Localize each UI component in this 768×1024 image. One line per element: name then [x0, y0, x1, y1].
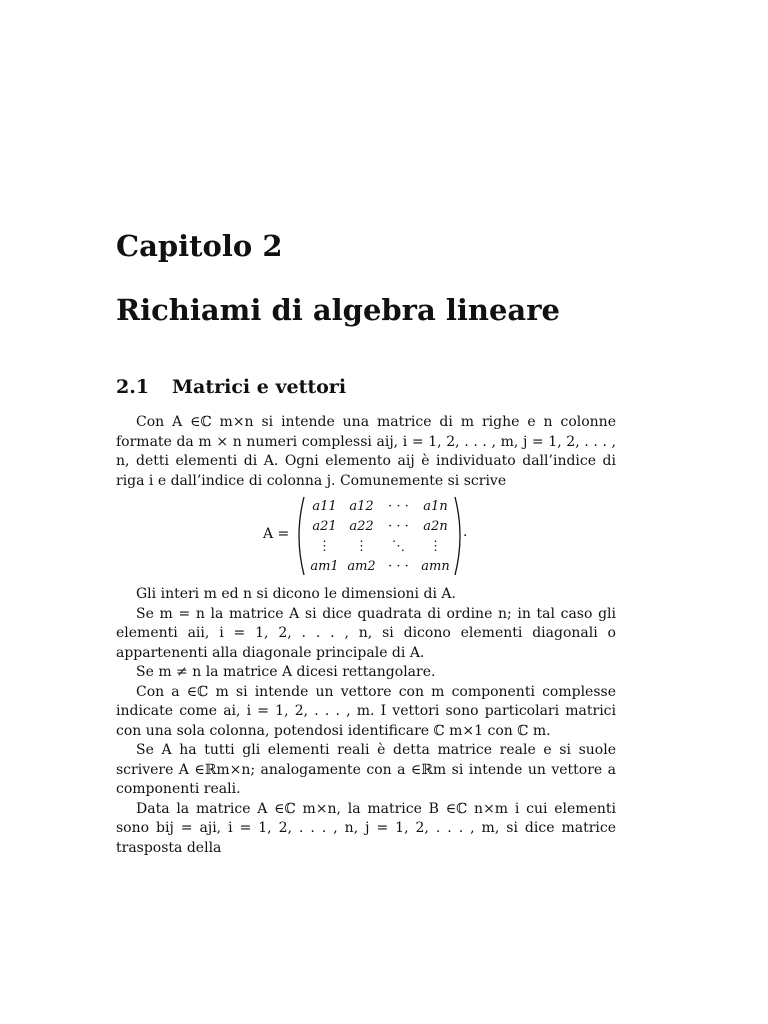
matrix-cell: a21 — [312, 519, 337, 534]
paragraph-transpose: Data la matrice A ∈ℂ m×n, la matrice B ∈ℂ n×m i cui elementi sono bij = aji, i = 1, 2, . . . , n, j = 1, 2, . . . , m, si dice matrice trasposta della — [116, 800, 616, 856]
paragraph-matrix-definition: Con A ∈ℂ m×n si intende una matrice di m righe e n colonne formate da m × n numeri complessi aij, i = 1, 2, . . . , m, j = 1, 2, . . . , n, detti elementi di A. Ogni elemento aij è individuato dall’indice di riga i e dall’indice di colonna j. Comunemente si scrive — [116, 414, 616, 489]
section-title: Matrici e vettori — [172, 376, 347, 398]
matrix-cell: amn — [421, 559, 450, 574]
matrix-cell: a22 — [349, 519, 374, 534]
matrix-cell: a11 — [312, 499, 337, 514]
matrix-cell: · · · — [388, 499, 409, 514]
matrix-cell: · · · — [388, 559, 409, 574]
paragraph-dimensions: Gli interi m ed n si dicono le dimensioni di A. — [136, 586, 456, 602]
matrix-cell: ⋮ — [355, 539, 368, 554]
matrix-trailing-period: . — [463, 524, 468, 540]
matrix-cell: a2n — [423, 519, 448, 534]
matrix-display — [116, 495, 616, 577]
body-text — [116, 413, 616, 858]
paragraph-square-matrix: Se m = n la matrice A si dice quadrata di ordine n; in tal caso gli elementi aii, i = 1, 2, . . . , n, si dicono elementi diagonali o appartenenti alla diagonale principale di A. — [116, 605, 616, 661]
matrix-cell: ⋮ — [429, 539, 442, 554]
matrix-cell: ⋱ — [392, 539, 405, 554]
section-number: 2.1 — [116, 376, 150, 398]
chapter-number: Capitolo 2 — [116, 229, 283, 263]
paragraph-vector: Con a ∈ℂ m si intende un vettore con m componenti complesse indicate come ai, i = 1, 2, . . . , m. I vettori sono particolari matrici con una sola colonna, potendosi identificare ℂ m×1 con ℂ m. — [116, 683, 616, 739]
matrix-cell: am1 — [310, 559, 339, 574]
matrix-cell: ⋮ — [318, 539, 331, 554]
paragraph-rectangular-matrix: Se m ≠ n la matrice A dicesi rettangolare. — [136, 664, 436, 680]
matrix-grid — [306, 497, 454, 577]
matrix-cell: · · · — [388, 519, 409, 534]
matrix-lhs: A = — [263, 526, 290, 542]
matrix-cell: a12 — [349, 499, 374, 514]
right-parenthesis — [455, 497, 460, 575]
left-parenthesis — [299, 497, 304, 575]
section-heading — [116, 378, 346, 397]
chapter-title: Richiami di algebra lineare — [116, 293, 560, 327]
paragraph-real-matrix: Se A ha tutti gli elementi reali è detta matrice reale e si suole scrivere A ∈ℝm×n; analogamente con a ∈ℝm si intende un vettore a componenti reali. — [116, 742, 616, 797]
matrix-cell: a1n — [423, 499, 448, 514]
matrix-cell: am2 — [347, 559, 376, 574]
